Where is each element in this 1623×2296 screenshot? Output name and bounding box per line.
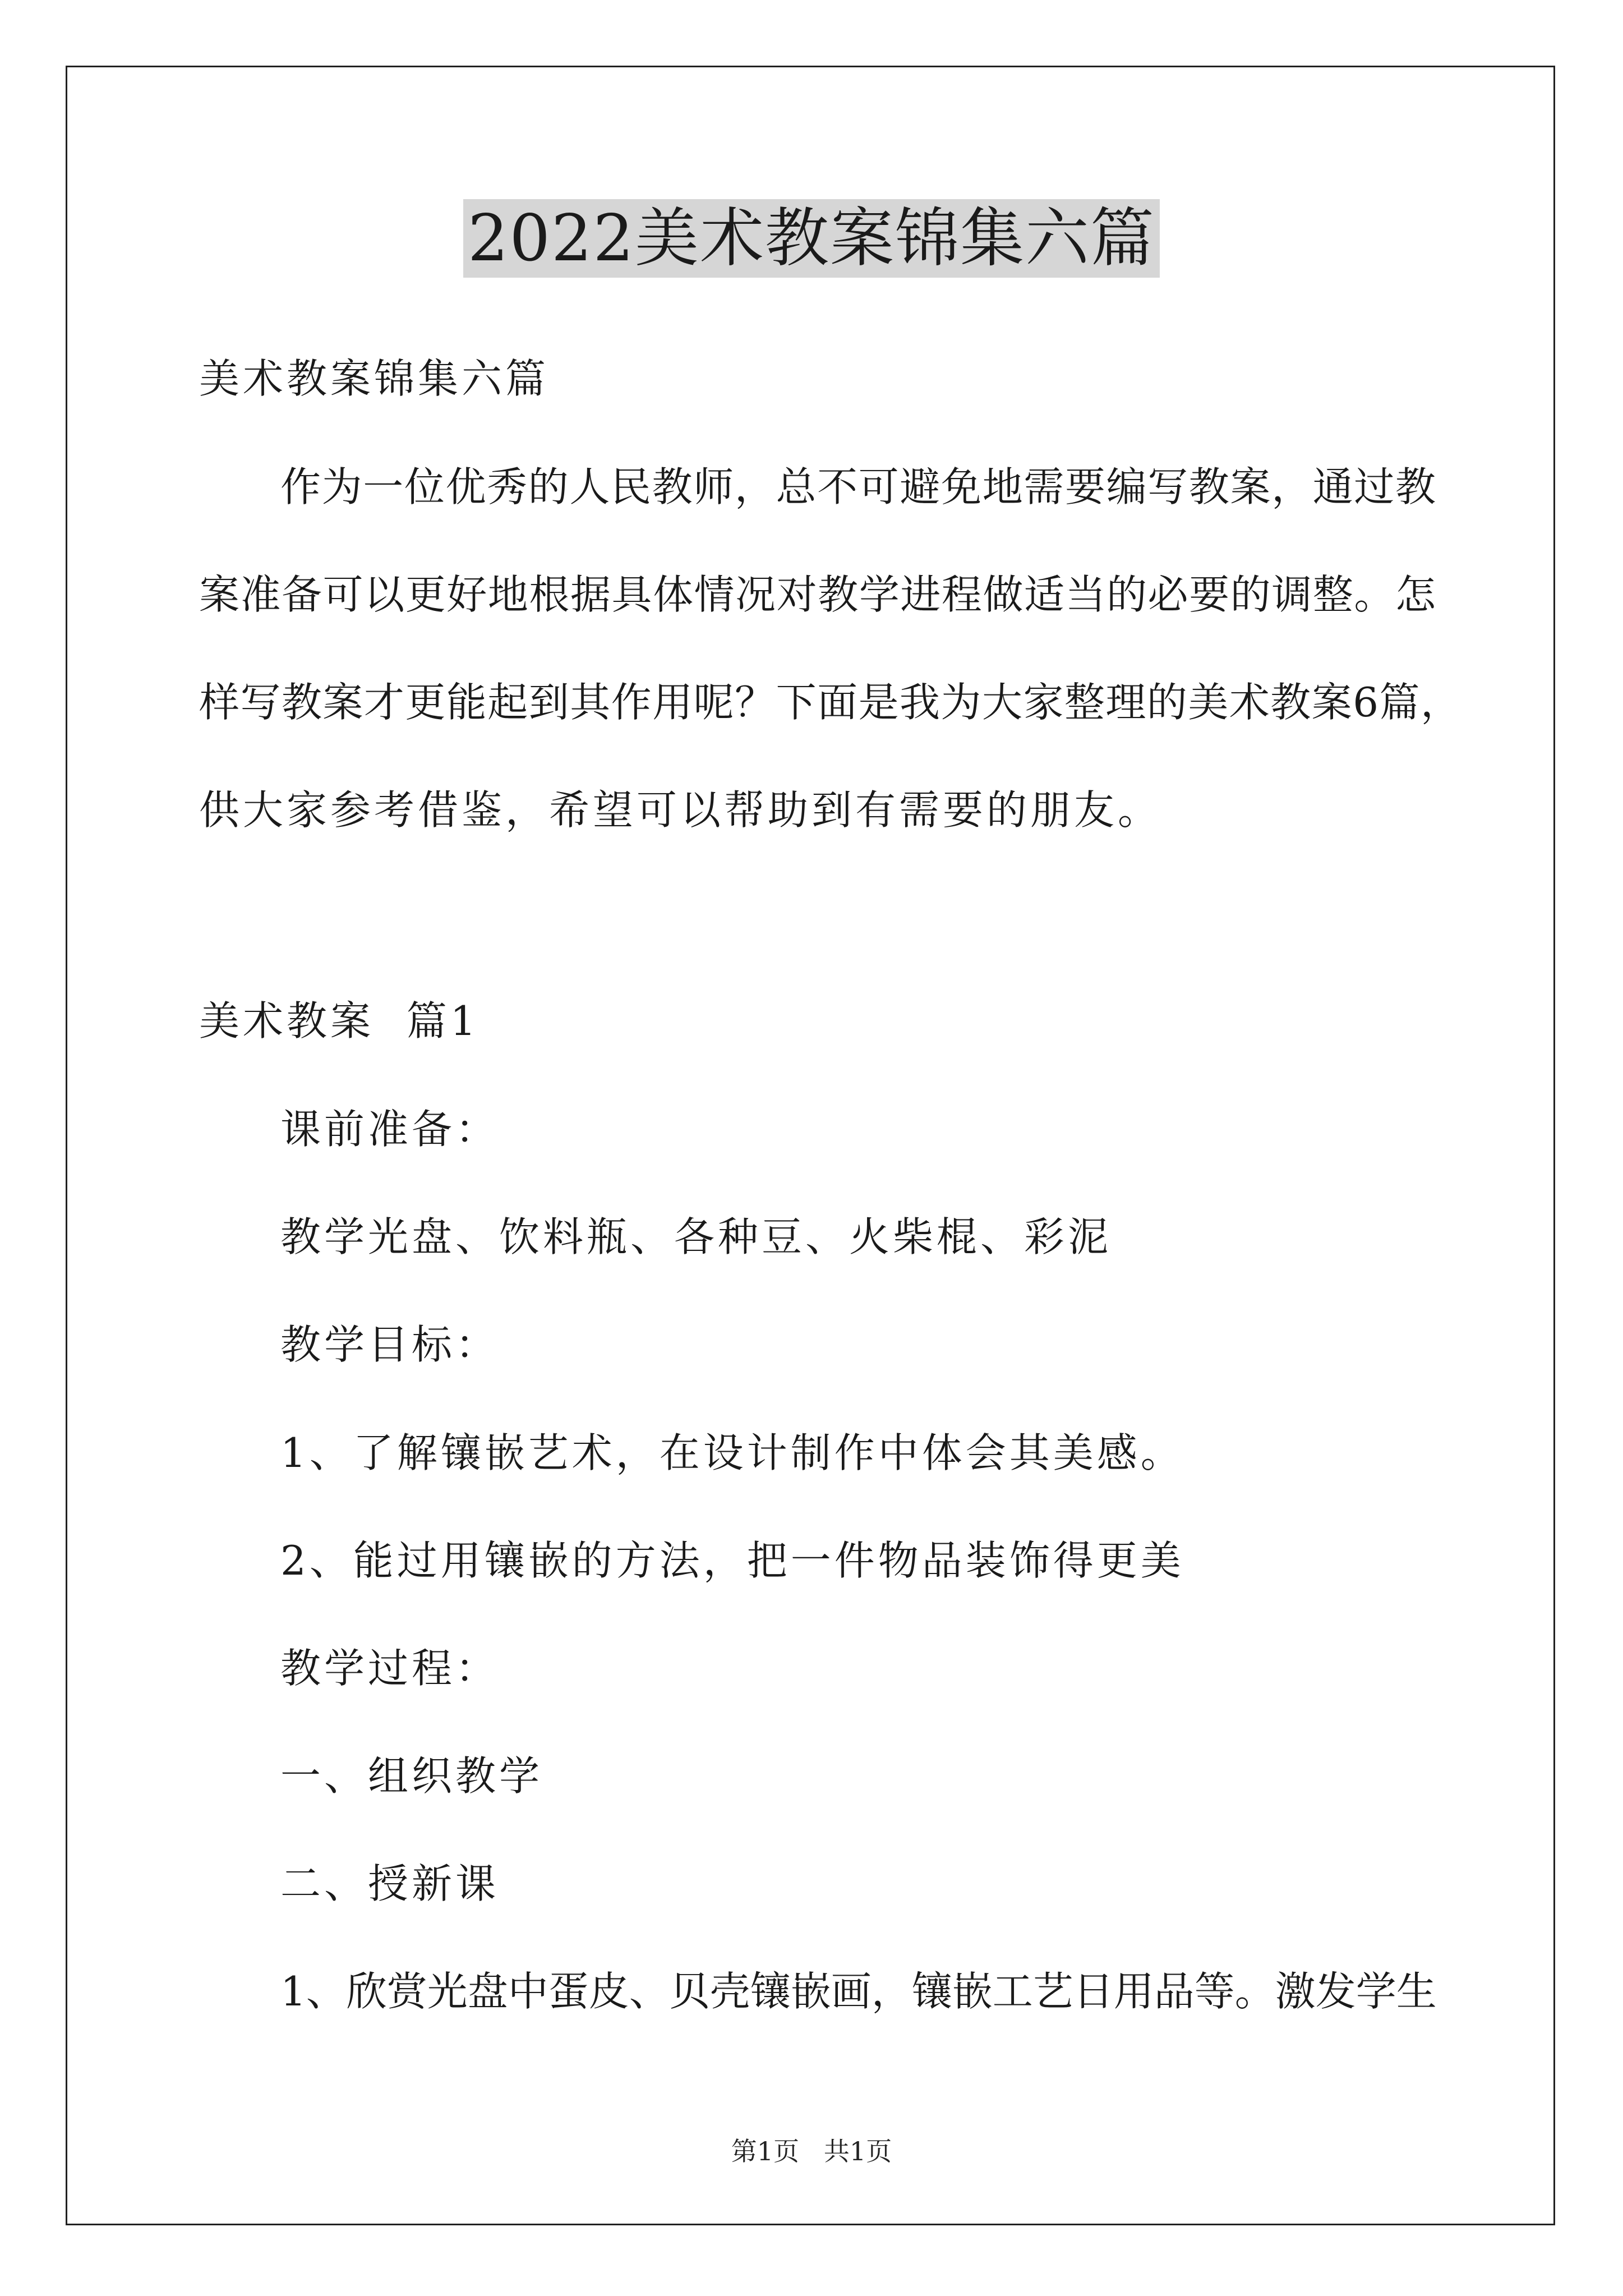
intro-line-3: 样写教案才更能起到其作用呢？下面是我为大家整理的美术教案6篇， [199, 679, 1461, 726]
intro-line-4: 供大家参考借鉴，希望可以帮助到有需要的朋友。 [199, 786, 1162, 834]
section-heading: 美术教案 篇1 [199, 997, 479, 1045]
body-line: 教学过程： [280, 1645, 500, 1692]
body-line: 二、授新课 [280, 1860, 500, 1907]
body-line: 1、了解镶嵌艺术，在设计制作中体会其美感。 [280, 1429, 1184, 1476]
page-footer: 第1页 共1页 [731, 2136, 892, 2166]
body-line: 教学目标： [280, 1321, 500, 1368]
body-line: 1、欣赏光盘中蛋皮、贝壳镶嵌画，镶嵌工艺日用品等。激发学生 [280, 1968, 1437, 2015]
body-line: 2、能过用镶嵌的方法，把一件物品装饰得更美 [280, 1537, 1184, 1584]
intro-line-2: 案准备可以更好地根据具体情况对教学进程做适当的必要的调整。怎 [199, 571, 1436, 618]
body-line: 教学光盘、饮料瓶、各种豆、火柴棍、彩泥 [280, 1213, 1112, 1260]
body-line: 课前准备： [280, 1106, 500, 1153]
document-subtitle: 美术教案锦集六篇 [199, 355, 550, 402]
document-title: 2022美术教案锦集六篇 [463, 199, 1160, 278]
body-line: 一、组织教学 [280, 1752, 543, 1800]
title-container [0, 199, 1623, 278]
intro-line-1: 作为一位优秀的人民教师，总不可避免地需要编写教案，通过教 [280, 463, 1436, 510]
